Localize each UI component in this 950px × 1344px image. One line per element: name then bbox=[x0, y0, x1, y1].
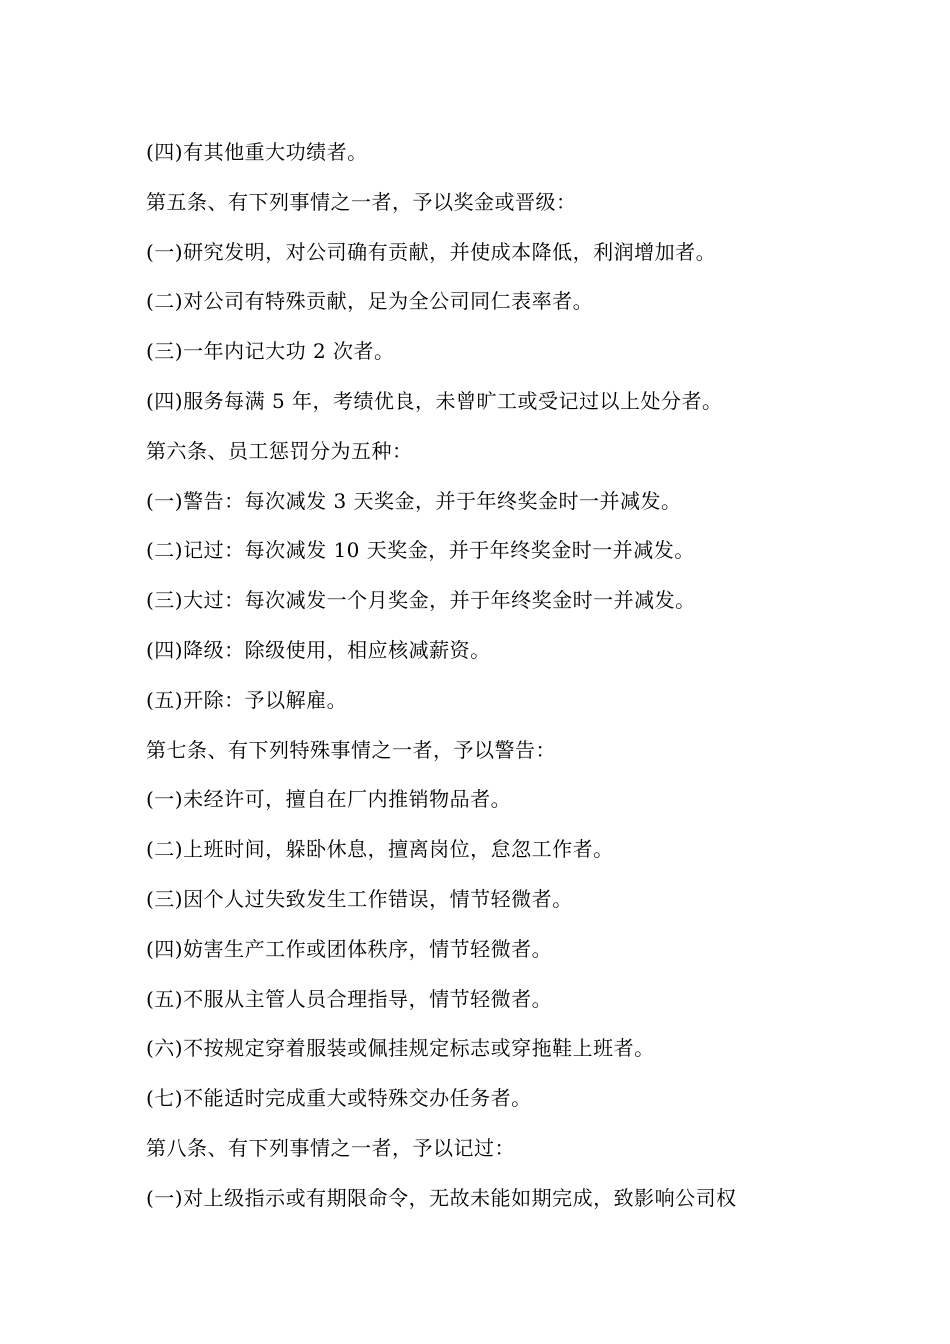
list-item-achievement-4: (四)有其他重大功绩者。 bbox=[146, 140, 368, 164]
article-7-heading: 第七条、有下列特殊事情之一者，予以警告： bbox=[146, 737, 556, 762]
article-6-heading: 第六条、员工惩罚分为五种： bbox=[146, 438, 413, 463]
article-8-heading: 第八条、有下列事情之一者，予以记过： bbox=[146, 1135, 515, 1160]
document-body bbox=[146, 134, 826, 1230]
article-5-item-2: (二)对公司有特殊贡献，足为全公司同仁表率者。 bbox=[146, 289, 594, 314]
article-6-item-4: (四)降级：除级使用，相应核减薪资。 bbox=[146, 637, 491, 662]
article-5-item-3: (三)一年内记大功 2 次者。 bbox=[146, 339, 395, 364]
article-8-item-1: (一)对上级指示或有期限命令，无故未能如期完成，致影响公司权 bbox=[146, 1185, 737, 1210]
article-7-item-7: (七)不能适时完成重大或特殊交办任务者。 bbox=[146, 1086, 532, 1111]
article-7-item-6: (六)不按规定穿着服装或佩挂规定标志或穿拖鞋上班者。 bbox=[146, 1036, 655, 1061]
article-6-item-1: (一)警告：每次减发 3 天奖金，并于年终奖金时一并减发。 bbox=[146, 488, 682, 513]
article-7-item-3: (三)因个人过失致发生工作错误，情节轻微者。 bbox=[146, 886, 573, 911]
article-7-item-1: (一)未经许可，擅自在厂内推销物品者。 bbox=[146, 787, 512, 812]
article-7-item-4: (四)妨害生产工作或团体秩序，情节轻微者。 bbox=[146, 936, 553, 961]
article-5-item-1: (一)研究发明，对公司确有贡献，并使成本降低，利润增加者。 bbox=[146, 239, 717, 264]
article-6-item-5: (五)开除：予以解雇。 bbox=[146, 687, 348, 712]
article-5-item-4: (四)服务每满 5 年，考绩优良，未曾旷工或受记过以上处分者。 bbox=[146, 388, 723, 413]
article-5-heading: 第五条、有下列事情之一者，予以奖金或晋级： bbox=[146, 189, 577, 214]
article-7-item-2: (二)上班时间，躲卧休息，擅离岗位，怠忽工作者。 bbox=[146, 837, 614, 862]
article-6-item-2: (二)记过：每次减发 10 天奖金，并于年终奖金时一并减发。 bbox=[146, 538, 695, 563]
article-7-item-5: (五)不服从主管人员合理指导，情节轻微者。 bbox=[146, 986, 553, 1011]
article-6-item-3: (三)大过：每次减发一个月奖金，并于年终奖金时一并减发。 bbox=[146, 588, 696, 613]
